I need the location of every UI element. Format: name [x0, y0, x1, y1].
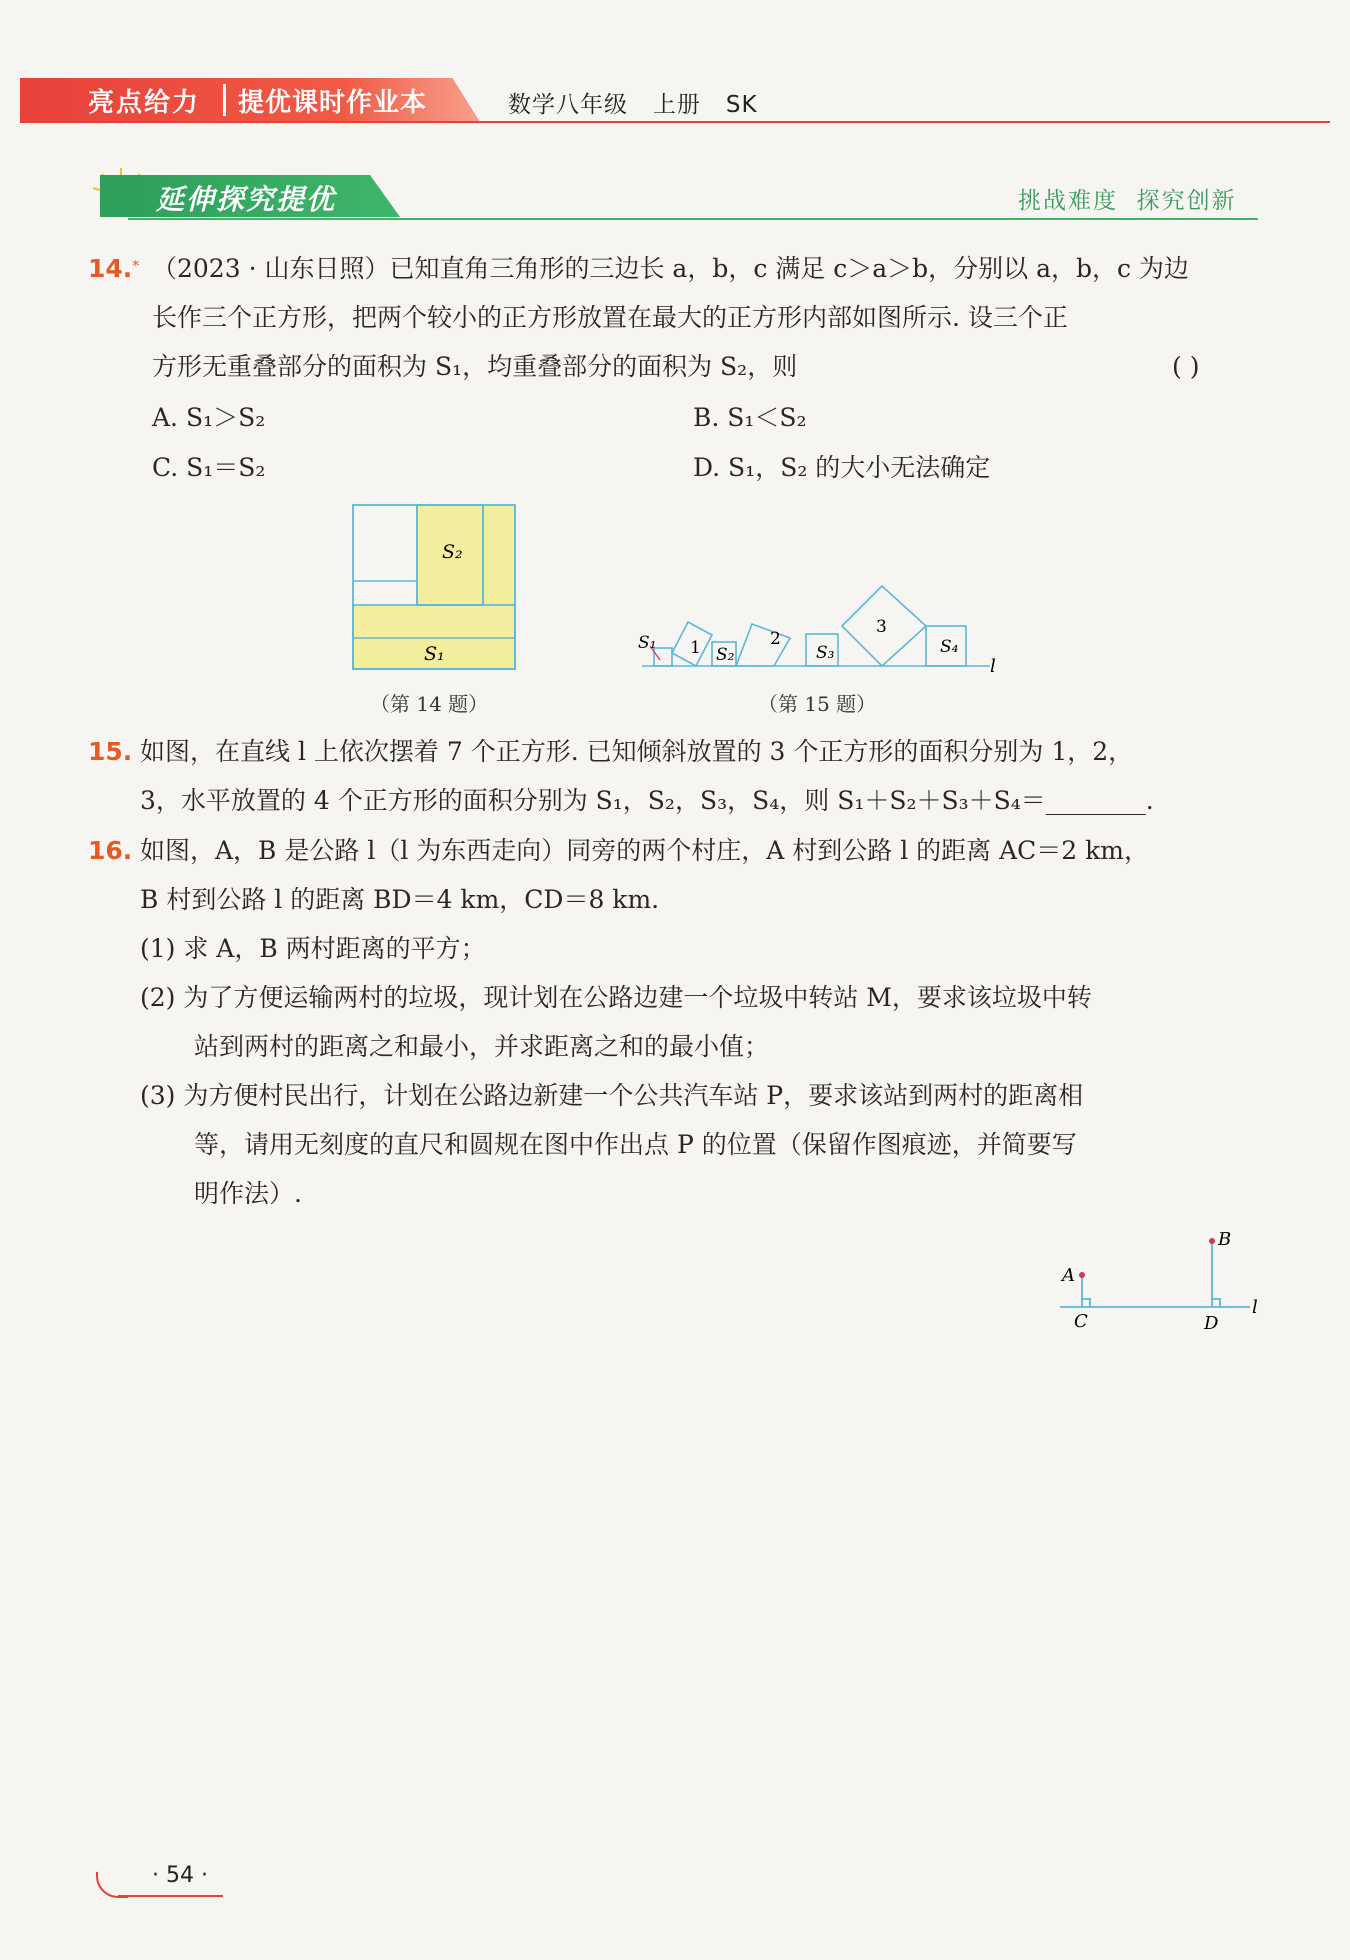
q14-answer-paren: ( ): [1172, 352, 1200, 381]
q16-line2: B 村到公路 l 的距离 BD＝4 km，CD＝8 km.: [140, 885, 660, 914]
q16-part3-line1: (3) 为方便村民出行，计划在公路边新建一个公共汽车站 P，要求该站到两村的距离相: [140, 1081, 1084, 1110]
q16-part2-line1: (2) 为了方便运输两村的垃圾，现计划在公路边建一个垃圾中转站 M，要求该垃圾中转: [140, 983, 1092, 1012]
q14-option-b: B. S₁＜S₂: [693, 403, 807, 432]
fig15-label-s4: S₄: [940, 637, 959, 657]
q14-line3: 方形无重叠部分的面积为 S₁，均重叠部分的面积为 S₂，则: [152, 352, 798, 381]
figure-16: [1050, 1225, 1270, 1335]
figure-15: [636, 580, 1006, 672]
q15-number: 15.: [88, 737, 133, 766]
fig16-label-c: C: [1074, 1311, 1088, 1332]
q14-line2: 长作三个正方形，把两个较小的正方形放置在最大的正方形内部如图所示. 设三个正: [152, 303, 1068, 332]
q16-part3-line2: 等，请用无刻度的直尺和圆规在图中作出点 P 的位置（保留作图痕迹，并简要写: [194, 1130, 1077, 1159]
q14-line1: （2023 · 山东日照）已知直角三角形的三边长 a，b，c 满足 c＞a＞b，分别以 a，b，c 为边: [152, 254, 1189, 283]
q16-part2-line2: 站到两村的距离之和最小，并求距离之和的最小值；: [194, 1032, 770, 1061]
header-subject: 数学八年级 上册 SK: [508, 92, 758, 118]
fig16-label-d: D: [1204, 1313, 1219, 1334]
q16-number: 16.: [88, 836, 133, 865]
header-brand: 亮点给力: [88, 88, 201, 118]
q16-part3-line3: 明作法）.: [194, 1179, 302, 1208]
page-number: · 54 ·: [152, 1863, 208, 1888]
fig16-label-a: A: [1062, 1265, 1075, 1286]
q16-part1: (1) 求 A，B 两村距离的平方；: [140, 934, 486, 963]
fig15-label-l: l: [990, 656, 996, 672]
figure-14-caption: （第 14 题）: [370, 692, 489, 716]
fig15-label-s2: S₂: [716, 645, 735, 665]
fig14-s1-label: S₁: [424, 643, 445, 665]
fig15-label-s1: S₁: [638, 633, 657, 653]
header-book-title: 提优课时作业本: [238, 88, 428, 118]
section-title: 延伸探究提优: [156, 183, 337, 216]
fig14-s2-label: S₂: [442, 541, 463, 563]
fig15-label-3: 3: [876, 617, 887, 637]
fig16-label-l: l: [1252, 1297, 1258, 1318]
fig15-label-s3: S₃: [816, 643, 835, 663]
figure-15-caption: （第 15 题）: [758, 692, 877, 716]
fig16-label-b: B: [1218, 1229, 1232, 1250]
q16-line1: 如图，A，B 是公路 l（l 为东西走向）同旁的两个村庄，A 村到公路 l 的距离 AC＝2 km，: [140, 836, 1149, 865]
section-tagline: 挑战难度 探究创新: [1018, 188, 1237, 214]
q15-line1: 如图，在直线 l 上依次摆着 7 个正方形. 已知倾斜放置的 3 个正方形的面积分别为 1，2，: [140, 737, 1134, 766]
figure-14: [350, 502, 520, 672]
fig15-label-2: 2: [770, 629, 781, 649]
header-separator: [223, 84, 226, 116]
q14-option-c: C. S₁＝S₂: [152, 453, 266, 482]
fig15-label-1: 1: [690, 638, 701, 658]
page-number-rule: [118, 1895, 223, 1897]
q14-option-d: D. S₁，S₂ 的大小无法确定: [693, 453, 991, 482]
q14-option-a: A. S₁＞S₂: [152, 403, 266, 432]
q15-line2: 3，水平放置的 4 个正方形的面积分别为 S₁，S₂，S₃，S₄，则 S₁＋S₂＋S₃＋S₄＝________.: [140, 786, 1154, 815]
q14-number: 14.*: [88, 254, 140, 283]
header-rule: [20, 121, 1330, 123]
section-rule: [128, 218, 1258, 220]
